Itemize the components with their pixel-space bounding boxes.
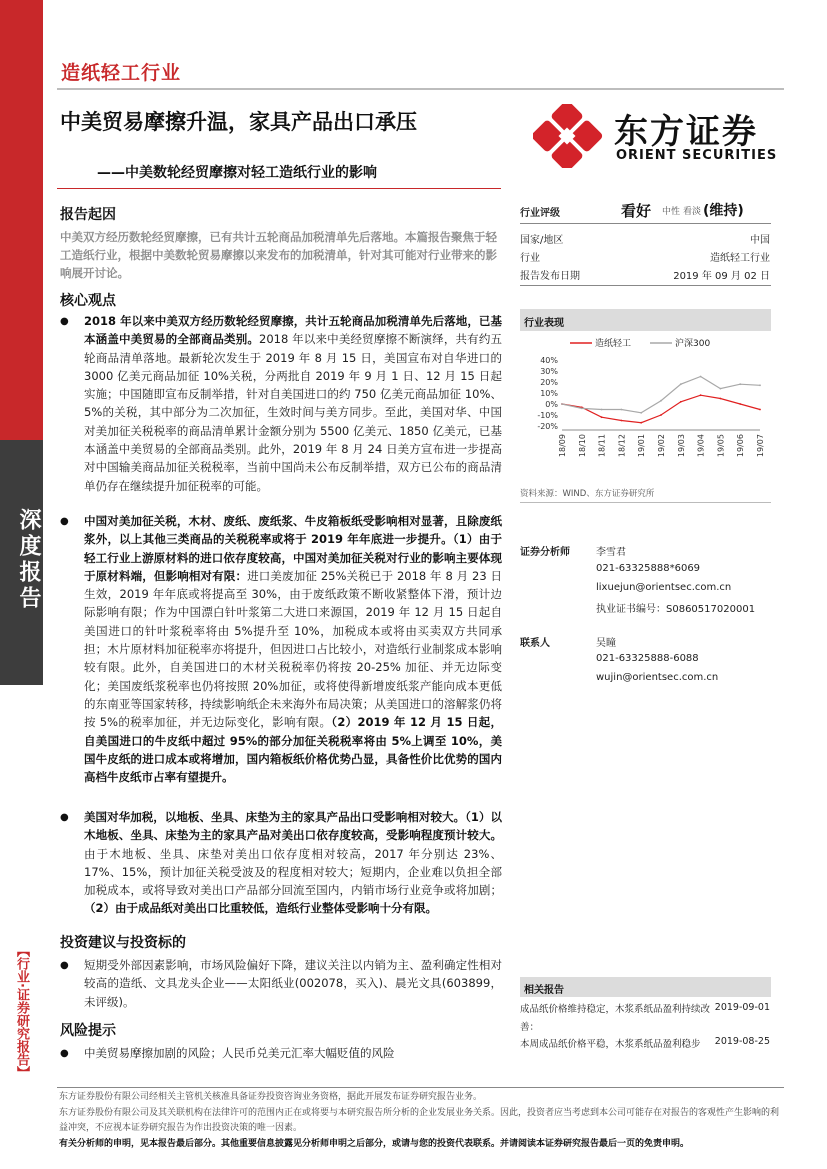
x-tick-label: 19/03: [676, 434, 686, 458]
x-tick-label: 19/01: [637, 434, 647, 458]
related-report-date: 2019-08-25: [714, 1036, 770, 1047]
core-point-3-bold-2: （2）由于成品纸对美出口比重较低，造纸行业整体受影响十分有限。: [84, 901, 437, 916]
core-point-1-text: 2018 年以来中美经贸摩擦不断演绎，共有约五轮商品清单落地。最新轮次发生于 2019 年 8 月 15 日，美国宣布对自华进口的 3000 亿美元商品加征 10%关税，分两批自 2019 年 9 月 1 日、12 月 15 日起实施；中国随即宣布反制举措，针对自美国进口的约 750 亿美元商品加征 10%、5%的关税，其中部分为二次加征，生效时间与美方同步。至此，美国对华、中国对美加征关税税率的商品清单累计金额分别为 5500 亿美元、1850 亿美元，已基本涵盖中美贸易的全部商品类别。此外，2019 年 8 月 24 日美方宣布进一步提高对中国输美商品加征关税税率，当前中国尚未公布反制举措，双方已公布的商品清单仍存在继续提升加征税率的可能。: [84, 332, 503, 493]
core-point-3-text: 由于木地板、坐具、床垫对美出口依存度相对较高，2017 年分别达 23%、17%、15%，预计加征关税受波及的程度相对较大；短期内，企业难以负担全部加税成本，或将导致对美出口产品部分回流至国内，内销市场行业竞争或将加剧；: [84, 846, 502, 898]
core-point-2-bold: 中国对美加征关税，木材、废纸、废纸浆、牛皮箱板纸受影响相对显著，且除废纸浆外，以上其他三类商品的关税税率或将于 2019 年年底进一步提升。（1）由于轻工行业上游原材料的进口依存度较高，中国对美加征关税对行业的影响主要体现于原材料端，但影响相对有限：: [84, 514, 502, 583]
x-tick-label: 19/07: [756, 434, 765, 458]
data-point: [680, 401, 682, 403]
data-point: [739, 383, 741, 385]
info-value-region: 中国: [750, 235, 770, 246]
core-point-2-bold-2: （2）2019 年 12 月 15 日起，自美国进口的牛皮纸中超过 95%的部分加征关税税率将由 5%上调至 10%，美国牛皮纸的进口成本或将增加，国内箱板纸价格优势凸显，具备性价比优势的国内高档牛皮纸市占率有望提升。: [84, 715, 502, 785]
core-point-3: [84, 808, 502, 918]
bullet-icon: ●: [60, 1048, 69, 1059]
rating-value: 看好: [621, 202, 652, 220]
section-heading-risk: 风险提示: [60, 1023, 116, 1039]
legend-label: 造纸轻工: [595, 339, 632, 349]
y-tick-label: 40%: [540, 356, 558, 365]
chart-title: 行业表现: [524, 318, 564, 329]
x-tick-label: 18/12: [617, 434, 627, 458]
origin-paragraph: 中美双方经历数轮经贸摩擦，已有共计五轮商品加税清单先后落地。本篇报告聚焦于轻工造纸行业，根据中美数轮贸易摩擦以来发布的加税清单，针对其可能对行业带来的影响展开讨论。: [60, 230, 497, 280]
related-reports-heading: 相关报告: [524, 985, 564, 996]
x-tick-label: 19/02: [657, 434, 666, 458]
analyst-name: 李雪君: [596, 547, 626, 558]
bullet-icon: ●: [60, 316, 69, 327]
legend-label: 沪深300: [675, 339, 711, 349]
related-report-title[interactable]: 成品纸价格维持稳定，木浆系纸品盈利持续改善：: [520, 1004, 711, 1033]
section-heading-core: 核心观点: [60, 293, 116, 309]
chart-title-bar: [520, 309, 771, 331]
info-key-industry: 行业: [520, 253, 540, 264]
contact-label: 联系人: [520, 638, 550, 649]
bullet-icon: ●: [60, 960, 69, 971]
related-report-date: 2019-09-01: [714, 1002, 770, 1013]
analyst-label: 证券分析师: [520, 547, 570, 558]
y-tick-label: -10%: [537, 411, 558, 420]
core-point-3-bold: 美国对华加税，以地板、坐具、床垫为主的家具产品出口受影响相对较大。（1）以木地板、坐具、床垫为主的家具产品对美出口依存度较高，受影响程度预计较大。: [84, 810, 502, 843]
y-tick-label: 30%: [540, 367, 558, 376]
rating-label: 行业评级: [520, 208, 560, 219]
rating-neutral: 中性: [662, 207, 681, 217]
data-point: [759, 409, 761, 411]
core-point-1: [84, 312, 502, 495]
footer-line-2: 东方证券股份有限公司及其关联机构在法律许可的范围内正在或将要与本研究报告所分析的企业发展业务关系。因此，投资者应当考虑到本公司可能存在对报告的客观性产生影响的利益冲突，不应视本证券研究报告为作出投资决策的唯一因素。: [59, 1108, 780, 1133]
section-heading-origin: 报告起因: [60, 207, 116, 223]
data-point: [680, 383, 682, 385]
data-point: [561, 403, 563, 405]
data-point: [720, 388, 722, 390]
y-tick-label: 10%: [540, 389, 558, 398]
rating-keep: (维持): [703, 203, 744, 219]
x-tick-label: 18/10: [577, 434, 587, 458]
data-point: [759, 384, 761, 386]
series-line: [562, 377, 760, 413]
divider: [520, 223, 771, 224]
logo-text-en: ORIENT SECURITIES: [616, 148, 778, 163]
x-tick-label: 19/06: [736, 434, 746, 458]
report-type-label: 深度报告: [16, 508, 41, 612]
page-subtitle: ——中美数轮经贸摩擦对轻工造纸行业的影响: [97, 165, 377, 181]
risk-paragraph: 中美贸易摩擦加剧的风险；人民币兑美元汇率大幅贬值的风险: [84, 1046, 395, 1060]
x-tick-label: 19/04: [696, 434, 706, 458]
data-point: [640, 412, 642, 414]
divider: [57, 88, 784, 90]
y-tick-label: 20%: [540, 378, 558, 387]
section-heading-invest: 投资建议与投资标的: [60, 935, 186, 951]
analyst-email[interactable]: lixuejun@orientsec.com.cn: [596, 582, 732, 593]
divider: [57, 188, 501, 189]
data-point: [621, 409, 623, 411]
info-key-region: 国家/地区: [520, 235, 564, 246]
core-point-2-text: 进口美废加征 25%关税已于 2018 年 8 月 23 日生效，2019 年年底或将提高至 30%，由于废纸政策不断收紧整体下滑，预计边际影响有限；作为中国漂白针叶浆第二大进口来源国，2019 年 12 月 15 日起自美国进口的针叶浆税率将由 5%提升至 10%，加税成本或将由买卖双方共同承担；木片原材料加征税率亦将提升，但因进口占比较小，对造纸行业制浆成本影响较有限。此外，自美国进口的木材关税税率仍将按 20-25% 加征、并无边际变化；美国废纸浆税率也仍将按照 20%加征，或将使得新增废纸浆产能向成本更低的东南亚等国家转移，持续影响纸企未来海外布局决策；从美国进口的溶解浆仍将按 5%的税率加征，并无边际变化，影响有限。: [84, 568, 502, 730]
data-point: [581, 408, 583, 410]
data-point: [601, 409, 603, 411]
rating-bearish: 看淡: [683, 207, 702, 217]
info-value-date: 2019 年 09 月 02 日: [673, 271, 770, 282]
page-title: 中美贸易摩擦升温，家具产品出口承压: [60, 110, 417, 134]
data-point: [660, 414, 662, 416]
divider: [57, 1087, 784, 1088]
x-tick-label: 18/11: [597, 434, 607, 458]
core-point-1-bold: 2018 年以来中美双方经历数轮经贸摩擦，共计五轮商品加税清单先后落地，已基本涵盖中美贸易的全部商品类别。: [84, 314, 502, 347]
y-tick-label: -20%: [537, 422, 558, 431]
bullet-icon: ●: [60, 516, 69, 527]
contact-phone: 021-63325888-6088: [596, 653, 699, 664]
report-category-label: 【行业·证券研究报告】: [14, 944, 29, 1079]
divider: [520, 502, 771, 503]
data-point: [700, 376, 702, 378]
info-key-date: 报告发布日期: [520, 271, 580, 282]
data-point: [621, 420, 623, 422]
core-point-2: [84, 512, 502, 786]
x-tick-label: 19/05: [716, 434, 726, 458]
data-point: [601, 416, 603, 418]
contact-name: 吴瞳: [596, 638, 616, 649]
footer-line-3: 有关分析师的申明，见本报告最后部分。其他重要信息披露见分析师申明之后部分，或请与您的投资代表联系。并请阅读本证券研究报告最后一页的免责申明。: [59, 1139, 690, 1149]
chart-source: 资料来源：WIND、东方证券研究所: [520, 489, 655, 499]
bullet-icon: ●: [60, 812, 69, 823]
x-tick-label: 18/09: [558, 434, 567, 458]
analyst-phone: 021-63325888*6069: [596, 563, 701, 574]
performance-chart: [520, 334, 771, 480]
side-band-red: [0, 0, 43, 440]
invest-paragraph: 短期受外部因素影响，市场风险偏好下降，建议关注以内销为主、盈利确定性相对较高的造纸、文具龙头企业——太阳纸业(002078，买入)、晨光文具(603899，未评级)。: [84, 958, 502, 1009]
divider: [520, 285, 771, 286]
contact-email[interactable]: wujin@orientsec.com.cn: [596, 672, 719, 683]
data-point: [660, 400, 662, 402]
related-report-title[interactable]: 本周成品纸价格平稳，木浆系纸品盈利稳步: [520, 1039, 701, 1050]
analyst-cert: 执业证书编号：S0860517020001: [596, 604, 756, 615]
related-reports-bar: [520, 977, 771, 997]
footer-line-1: 东方证券股份有限公司经相关主管机关核准具备证券投资咨询业务资格，据此开展发布证券研究报告业务。: [59, 1092, 483, 1102]
y-tick-label: 0%: [545, 400, 558, 409]
data-point: [739, 403, 741, 405]
sector-label: 造纸轻工行业: [61, 62, 182, 84]
data-point: [700, 394, 702, 396]
data-point: [640, 422, 642, 424]
info-value-industry: 造纸轻工行业: [710, 253, 770, 264]
logo-text-cn: 东方证券: [614, 112, 758, 152]
data-point: [720, 398, 722, 400]
